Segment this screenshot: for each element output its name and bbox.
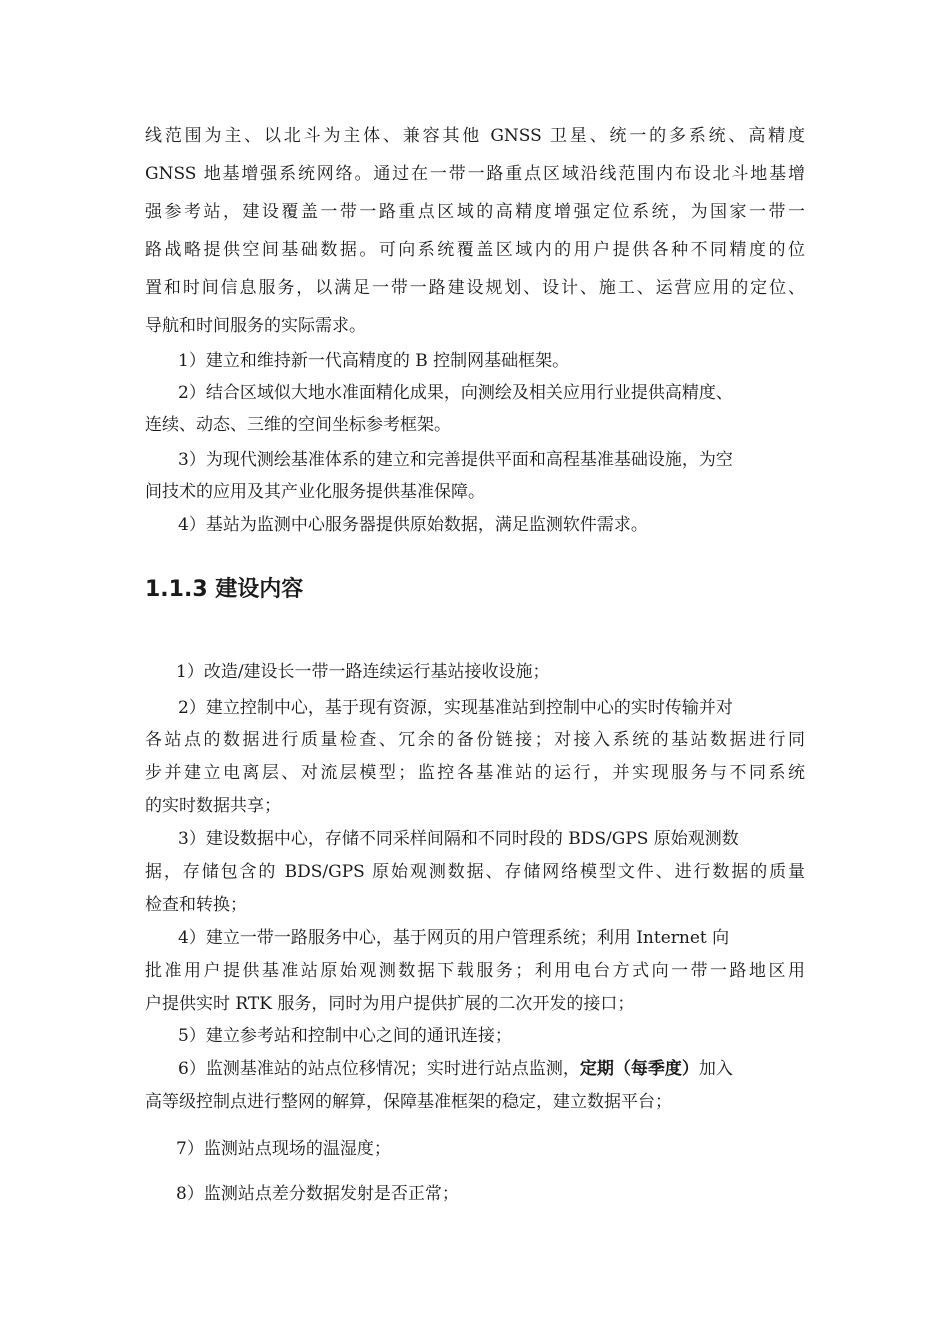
goal-item-4: 4）基站为监测中心服务器提供原始数据，满足监测软件需求。 [178, 515, 648, 535]
content-item-6-text-post: 加入 [698, 1059, 733, 1079]
goal-item-3-line-2: 间技术的应用及其产业化服务提供基准保障。 [145, 482, 485, 502]
content-item-3-line-2: 据，存储包含的 BDS/GPS 原始观测数据、存储网络模型文件、进行数据的质量 [145, 862, 805, 882]
content-item-5: 5）建立参考站和控制中心之间的通讯连接； [178, 1026, 512, 1046]
intro-line-3: 强参考站，建设覆盖一带一路重点区域的高精度增强定位系统，为国家一带一 [145, 202, 805, 222]
goal-item-2-line-1: 2）结合区域似大地水准面精化成果，向测绘及相关应用行业提供高精度、 [178, 383, 733, 403]
section-heading: 1.1.3 建设内容 [145, 577, 304, 602]
content-item-2-line-2: 各站点的数据进行质量检查、冗余的备份链接；对接入系统的基站数据进行同 [145, 730, 805, 750]
intro-line-5: 置和时间信息服务，以满足一带一路建设规划、设计、施工、运营应用的定位、 [145, 278, 805, 298]
content-item-4-line-3: 户提供实时 RTK 服务，同时为用户提供扩展的二次开发的接口； [145, 994, 635, 1014]
goal-item-2-line-2: 连续、动态、三维的空间坐标参考框架。 [145, 415, 451, 435]
content-item-6-line-1 [178, 1058, 733, 1080]
content-item-8: 8）监测站点差分数据发射是否正常； [176, 1184, 459, 1204]
content-item-4-line-2: 批准用户提供基准站原始观测数据下载服务；利用电台方式向一带一路地区用 [145, 961, 805, 981]
content-item-6-line-2: 高等级控制点进行整网的解算，保障基准框架的稳定，建立数据平台； [145, 1092, 672, 1112]
content-item-4-line-1: 4）建立一带一路服务中心，基于网页的用户管理系统；利用 Internet 向 [178, 928, 730, 948]
intro-line-6: 导航和时间服务的实际需求。 [145, 316, 366, 336]
content-item-6-text-bold: 定期（每季度） [579, 1059, 699, 1079]
content-item-1: 1）改造/建设长一带一路连续运行基站接收设施； [176, 662, 550, 682]
intro-line-4: 路战略提供空间基础数据。可向系统覆盖区域内的用户提供各种不同精度的位 [145, 240, 805, 260]
intro-line-2: GNSS 地基增强系统网络。通过在一带一路重点区域沿线范围内布设北斗地基增 [145, 164, 805, 184]
content-item-7: 7）监测站点现场的温湿度； [176, 1139, 391, 1159]
content-item-2-line-1: 2）建立控制中心，基于现有资源，实现基准站到控制中心的实时传输并对 [178, 698, 733, 718]
goal-item-3-line-1: 3）为现代测绘基准体系的建立和完善提供平面和高程基准基础设施，为空 [178, 450, 733, 470]
intro-line-1: 线范围为主、以北斗为主体、兼容其他 GNSS 卫星、统一的多系统、高精度 [145, 126, 805, 146]
goal-item-1: 1）建立和维持新一代高精度的 B 控制网基础框架。 [178, 351, 570, 371]
content-item-2-line-3: 步并建立电离层、对流层模型；监控各基准站的运行，并实现服务与不同系统 [145, 763, 805, 783]
content-item-6-text-pre: 6）监测基准站的站点位移情况；实时进行站点监测， [178, 1059, 580, 1079]
content-item-3-line-1: 3）建设数据中心，存储不同采样间隔和不同时段的 BDS/GPS 原始观测数 [178, 829, 739, 849]
content-item-3-line-3: 检查和转换； [145, 895, 247, 915]
content-item-2-line-4: 的实时数据共享； [145, 796, 281, 816]
